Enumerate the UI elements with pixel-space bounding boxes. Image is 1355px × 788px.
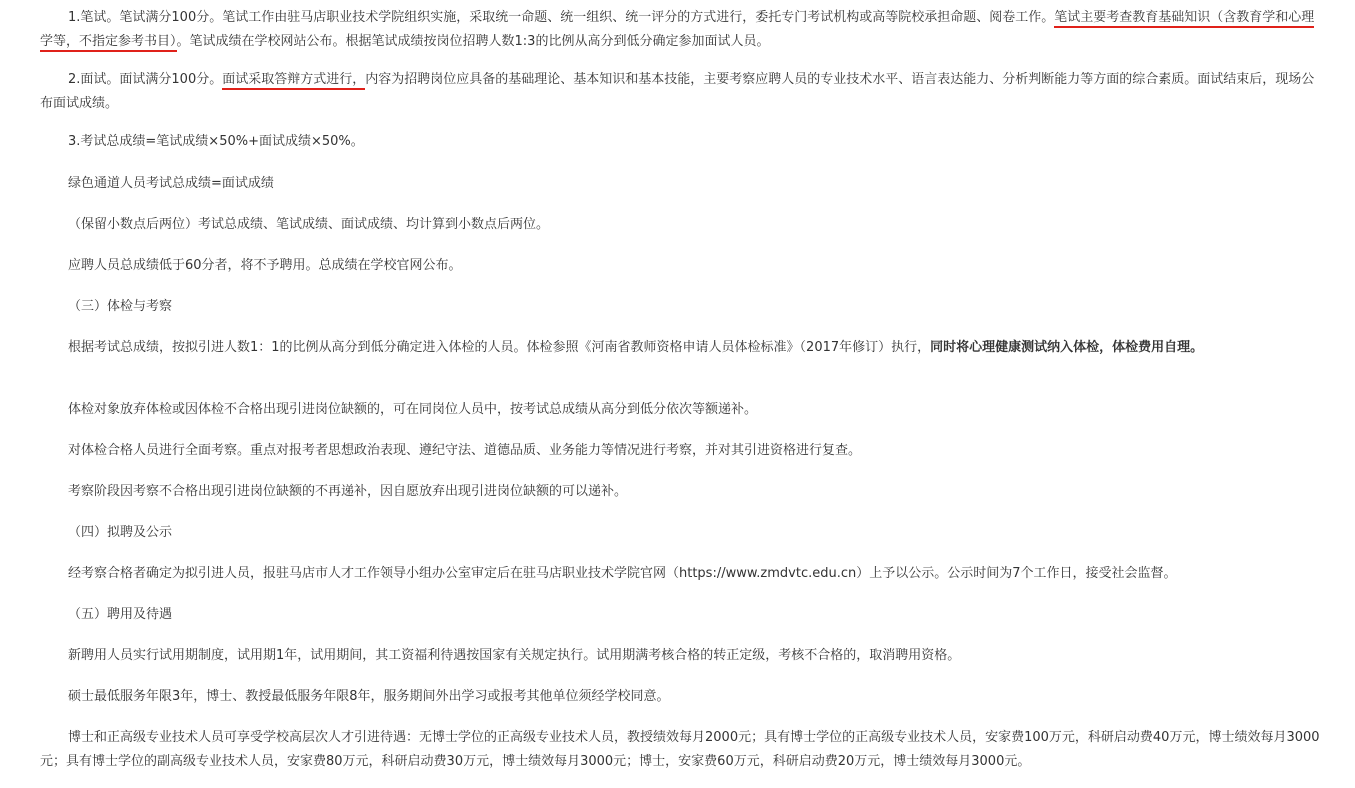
physical-exam-bold-text: 同时将心理健康测试纳入体检，体检费用自理。 — [930, 340, 1204, 355]
paragraph-minimum-score: 应聘人员总成绩低于60分者，将不予聘用。总成绩在学校官网公布。 — [68, 258, 462, 273]
paragraph-inspection: 对体检合格人员进行全面考察。重点对报考者思想政治表现、遵纪守法、道德品质、业务能力等情况进行考察，并对其引进资格进行复查。 — [68, 443, 862, 458]
written-exam-scope-highlight: 笔试主要考查教育基础知识（含教育学和心理学等，不指定参考书目） — [40, 10, 1314, 52]
paragraph-benefits: 博士和正高级专业技术人员可享受学校高层次人才引进待遇：无博士学位的正高级专业技术人员，教授绩效每月2000元；具有博士学位的正高级专业技术人员，安家费100万元，科研启动费40万元，博士绩效每月3000元；具有博士学位的副高级专业技术人员，安家费80万元，科研启动费30万元，博士绩效每月3000元；博士，安家费60万元，科研启动费20万元，博士绩效每月3000元。 — [40, 730, 1320, 769]
written-exam-text-cont: 。笔试成绩在学校网站公布。根据笔试成绩按岗位招聘人数1:3的比例从高分到低分确定参加面试人员。 — [176, 34, 770, 49]
paragraph-decimal-rule: （保留小数点后两位）考试总成绩、笔试成绩、面试成绩、均计算到小数点后两位。 — [68, 217, 550, 232]
physical-exam-text: 根据考试总成绩，按拟引进人数1：1的比例从高分到低分确定进入体检的人员。体检参照《河南省教师资格申请人员体检标准》（2017年修订）执行， — [68, 340, 931, 355]
paragraph-written-exam — [40, 6, 1320, 54]
paragraph-publicity: 经考察合格者确定为拟引进人员，报驻马店市人才工作领导小组办公室审定后在驻马店职业技术学院官网（https://www.zmdvtc.edu.cn）上予以公示。公示时间为7个工作日，接受社会监督。 — [68, 566, 1177, 581]
interview-method-highlight: 面试采取答辩方式进行， — [222, 72, 365, 90]
paragraph-physical-exam — [40, 336, 1320, 360]
paragraph-interview — [40, 68, 1320, 116]
written-exam-text: 1.笔试。笔试满分100分。笔试工作由驻马店职业技术学院组织实施，采取统一命题、统一组织、统一评分的方式进行，委托专门考试机构或高等院校承担命题、阅卷工作。 — [68, 10, 1055, 25]
paragraph-exam-vacancy: 体检对象放弃体检或因体检不合格出现引进岗位缺额的，可在同岗位人员中，按考试总成绩从高分到低分依次等额递补。 — [68, 402, 758, 417]
paragraph-inspection-vacancy: 考察阶段因考察不合格出现引进岗位缺额的不再递补，因自愿放弃出现引进岗位缺额的可以递补。 — [68, 484, 628, 499]
paragraph-service-years: 硕士最低服务年限3年，博士、教授最低服务年限8年，服务期间外出学习或报考其他单位须经学校同意。 — [68, 689, 670, 704]
interview-text-cont: 内容为招聘岗位应具备的基础理论、基本知识和基本技能，主要考察应聘人员的专业技术水平、语言表达能力、分析判断能力等方面的综合素质。面试结束后，现场公布面试成绩。 — [40, 72, 1315, 111]
interview-text: 2.面试。面试满分100分。 — [68, 72, 223, 87]
section-heading-publicity: （四）拟聘及公示 — [68, 525, 173, 540]
paragraph-probation: 新聘用人员实行试用期制度，试用期1年，试用期间，其工资福利待遇按国家有关规定执行。试用期满考核合格的转正定级，考核不合格的，取消聘用资格。 — [68, 648, 961, 663]
section-heading-physical-exam: （三）体检与考察 — [68, 299, 173, 314]
section-heading-employment: （五）聘用及待遇 — [68, 607, 173, 622]
paragraph-green-channel: 绿色通道人员考试总成绩=面试成绩 — [68, 176, 274, 191]
paragraph-total-score: 3.考试总成绩=笔试成绩×50%+面试成绩×50%。 — [68, 134, 364, 149]
